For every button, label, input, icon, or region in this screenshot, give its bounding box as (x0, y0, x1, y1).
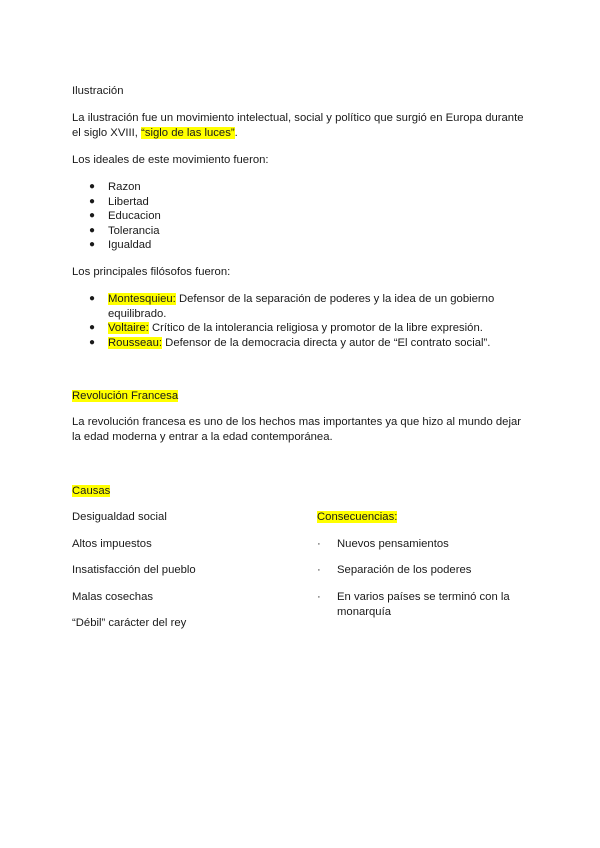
consecuencia-label: Separación de los poderes (337, 564, 472, 576)
intro-paragraph (72, 111, 532, 141)
section-title-ilustracion: Ilustración (72, 85, 124, 97)
section-title-revolucion (72, 389, 532, 404)
bullet-icon: ● (89, 195, 96, 207)
consecuencia-label: En varios países se terminó con la monarquía (337, 591, 510, 618)
list-item-label: Educacion (108, 210, 161, 223)
causa-item: Altos impuestos (72, 538, 152, 550)
causa-item: “Débil” carácter del rey (72, 617, 187, 629)
bullet-icon: ● (89, 210, 96, 222)
causa-item: Desigualdad social (72, 511, 167, 523)
consecuencias-title-text: Consecuencias: (317, 511, 398, 523)
bullet-icon: ● (89, 224, 96, 236)
list-item (89, 195, 161, 210)
list-item-label: Igualdad (108, 239, 152, 252)
consecuencia-label: Nuevos pensamientos (337, 538, 449, 550)
consecuencias-title (317, 510, 397, 525)
philosopher-desc: Crítico de la intolerancia religiosa y promotor de la libre expresión. (148, 322, 483, 335)
causa-item: Malas cosechas (72, 591, 153, 603)
filosofos-list (89, 292, 518, 350)
philosopher-desc: Defensor de la democracia directa y autor de “El contrato social”. (162, 336, 491, 349)
list-item (89, 238, 161, 253)
filosofos-heading: Los principales filósofos fueron: (72, 266, 231, 278)
philosopher-desc: Defensor de la separación de poderes y la idea de un gobierno equilibrado. (108, 293, 495, 320)
intro-text: La ilustración fue un movimiento intelectual, social y político que surgió en Europa durante el siglo XVIII, (72, 112, 524, 139)
middle-dot-icon: · (317, 564, 321, 576)
list-item (89, 292, 518, 321)
consecuencia-item (317, 590, 532, 619)
causas-title-text: Causas (72, 485, 111, 497)
ideales-heading: Los ideales de este movimiento fueron: (72, 154, 269, 166)
philosopher-name: Rousseau: (108, 336, 163, 349)
bullet-icon: ● (89, 239, 96, 251)
philosopher-name: Montesquieu: (108, 293, 176, 305)
section-title-text: Revolución Francesa (72, 390, 179, 402)
middle-dot-icon: · (317, 538, 321, 550)
list-item-label: Razon (108, 181, 141, 193)
causa-item: Insatisfacción del pueblo (72, 564, 196, 576)
list-item (89, 321, 518, 336)
bullet-icon: ● (89, 336, 96, 348)
list-item (89, 336, 518, 351)
consecuencia-item (317, 537, 532, 552)
list-item-label: Tolerancia (108, 224, 160, 237)
list-item (89, 224, 161, 239)
consecuencia-item (317, 563, 532, 578)
list-item (89, 180, 161, 195)
list-item (89, 209, 161, 224)
causas-title (72, 484, 532, 499)
middle-dot-icon: · (317, 591, 321, 603)
bullet-icon: ● (89, 322, 96, 334)
list-item-label: Libertad (108, 195, 149, 208)
ideales-list (89, 180, 161, 253)
revolucion-paragraph: La revolución francesa es uno de los hechos mas importantes ya que hizo al mundo dejar la edad moderna y entrar a la edad contemporánea. (72, 416, 522, 443)
intro-highlight: “siglo de las luces” (141, 127, 235, 139)
intro-end: . (234, 127, 238, 139)
bullet-icon: ● (89, 181, 96, 192)
philosopher-name: Voltaire: (108, 322, 149, 335)
bullet-icon: ● (89, 293, 96, 304)
